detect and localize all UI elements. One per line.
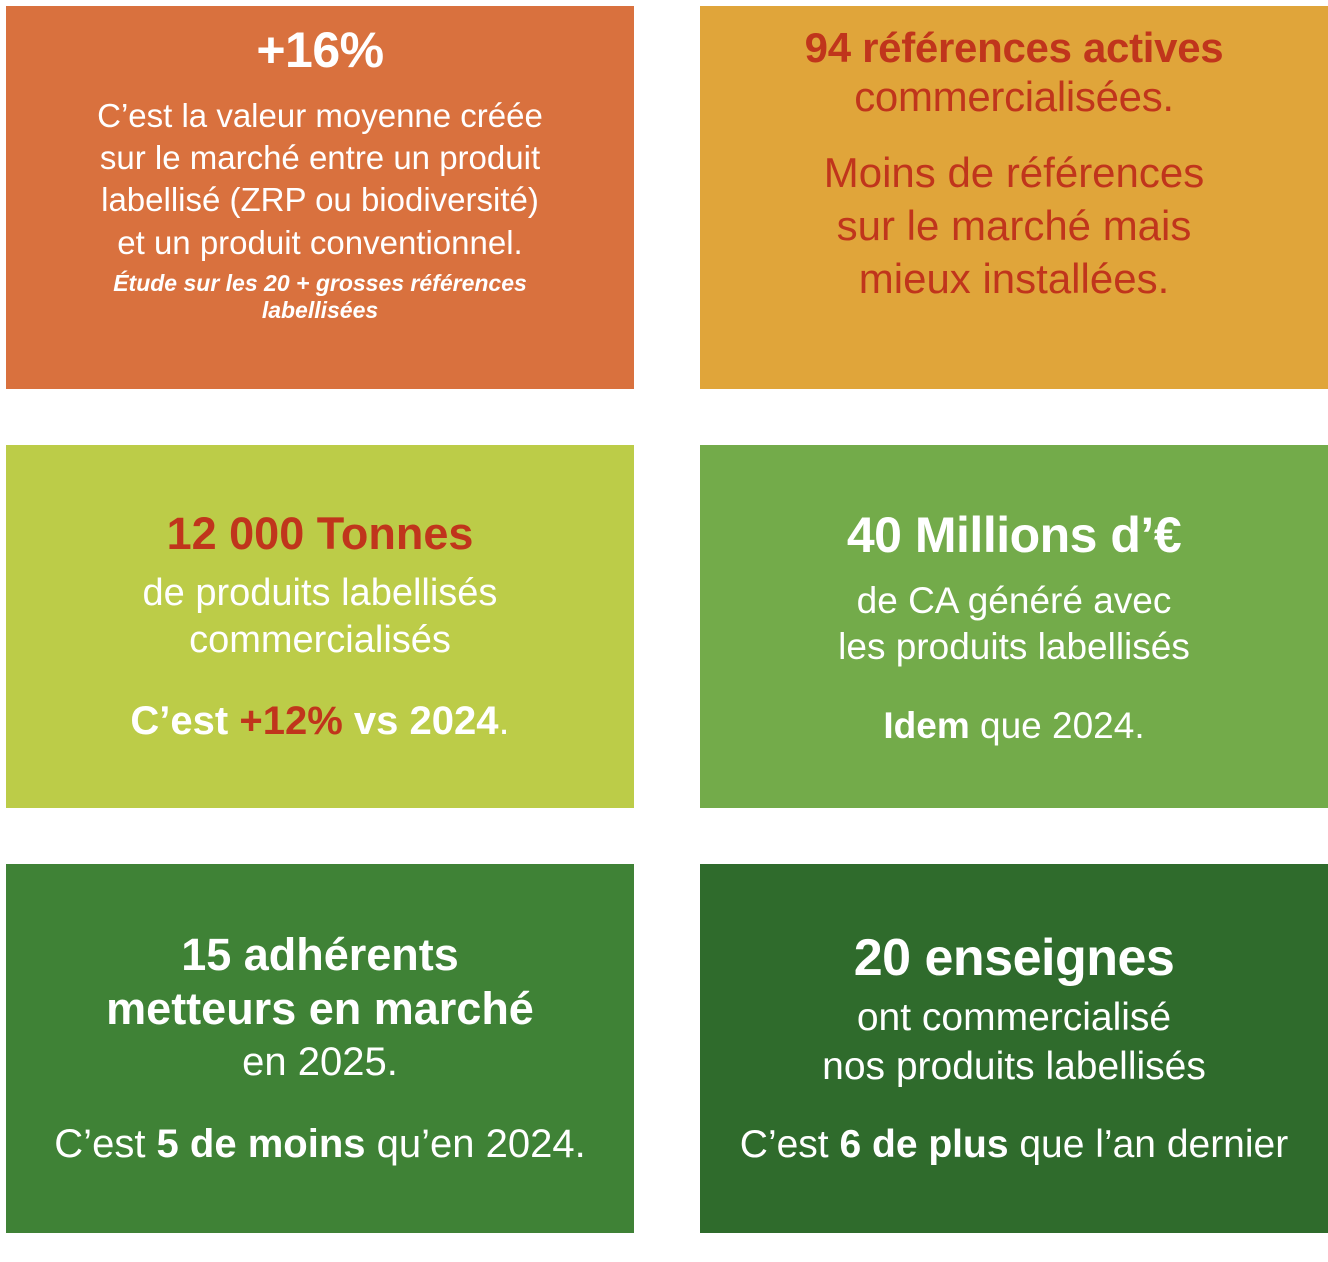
- stat-headline-strong: 94 références actives: [804, 24, 1224, 71]
- stat-body-line: C’est la valeur moyenne créée: [97, 97, 543, 134]
- stat-subline-middle: vs 2024: [342, 698, 499, 743]
- stat-headline-line: metteurs en marché: [106, 983, 534, 1035]
- stat-subline-suffix: que l’an dernier: [1008, 1123, 1289, 1167]
- stat-body-line: nos produits labellisés: [822, 1044, 1206, 1088]
- stat-body-line: sur le marché mais: [836, 202, 1192, 250]
- stat-body: [143, 570, 498, 663]
- stat-body-line: Moins de références: [823, 149, 1205, 197]
- stat-body: [97, 95, 543, 264]
- stat-body: [824, 147, 1205, 306]
- stat-body-line: de produits labellisés: [142, 572, 498, 615]
- stat-body-line: et un produit conventionnel.: [117, 223, 523, 261]
- stat-card-references-actives: [700, 6, 1328, 389]
- stat-body: [822, 994, 1206, 1091]
- stat-headline: +16%: [256, 22, 384, 78]
- stat-body: [838, 578, 1190, 671]
- stat-footnote-line: Étude sur les 20 + grosses références: [113, 269, 527, 296]
- stat-headline-light: commercialisées.: [854, 72, 1174, 120]
- stat-card-valeur-moyenne: [6, 6, 634, 389]
- stat-footnote: [113, 270, 527, 324]
- stat-body-line: sur le marché entre un produit: [99, 139, 541, 177]
- stat-subline-bold: 5 de moins: [156, 1121, 366, 1166]
- stat-subline-suffix: qu’en 2024.: [365, 1121, 586, 1166]
- stat-card-adherents-metteurs: [6, 864, 634, 1233]
- stat-subline-prefix: C’est: [54, 1121, 157, 1166]
- stat-card-enseignes: [700, 864, 1328, 1233]
- stat-subline-accent: +12%: [239, 698, 343, 743]
- stat-headline: [106, 928, 534, 1036]
- stat-subline-suffix: .: [498, 698, 510, 743]
- stat-body-line: labellisé (ZRP ou biodiversité): [101, 181, 539, 219]
- stat-card-chiffre-affaires: [700, 445, 1328, 808]
- stat-subline-bold: 6 de plus: [839, 1123, 1009, 1167]
- stat-headline: 40 Millions d’€: [846, 507, 1182, 564]
- stat-subline-bold: Idem: [883, 704, 970, 746]
- stat-body-line: commercialisés: [189, 618, 451, 661]
- stat-footnote-line: labellisées: [261, 297, 379, 324]
- stat-body-line: les produits labellisés: [838, 626, 1190, 668]
- stat-body-line: mieux installées.: [858, 255, 1170, 303]
- stat-subline: [883, 703, 1144, 748]
- stat-headline-line: 15 adhérents: [181, 929, 459, 981]
- stat-headline: [805, 24, 1224, 121]
- stat-body-line: ont commercialisé: [856, 996, 1172, 1040]
- stat-body: en 2025.: [242, 1040, 398, 1085]
- stat-card-tonnes-labellisees: [6, 445, 634, 808]
- stat-headline: 12 000 Tonnes: [166, 508, 474, 560]
- stat-subline: [740, 1121, 1288, 1170]
- stat-subline-prefix: C’est: [130, 698, 240, 743]
- stat-subline-prefix: C’est: [739, 1123, 840, 1167]
- stat-subline-rest: que 2024.: [969, 704, 1145, 746]
- stat-subline: [130, 697, 509, 746]
- stat-headline: 20 enseignes: [853, 929, 1175, 988]
- stat-subline: [54, 1119, 585, 1169]
- stat-body-line: de CA généré avec: [856, 580, 1172, 622]
